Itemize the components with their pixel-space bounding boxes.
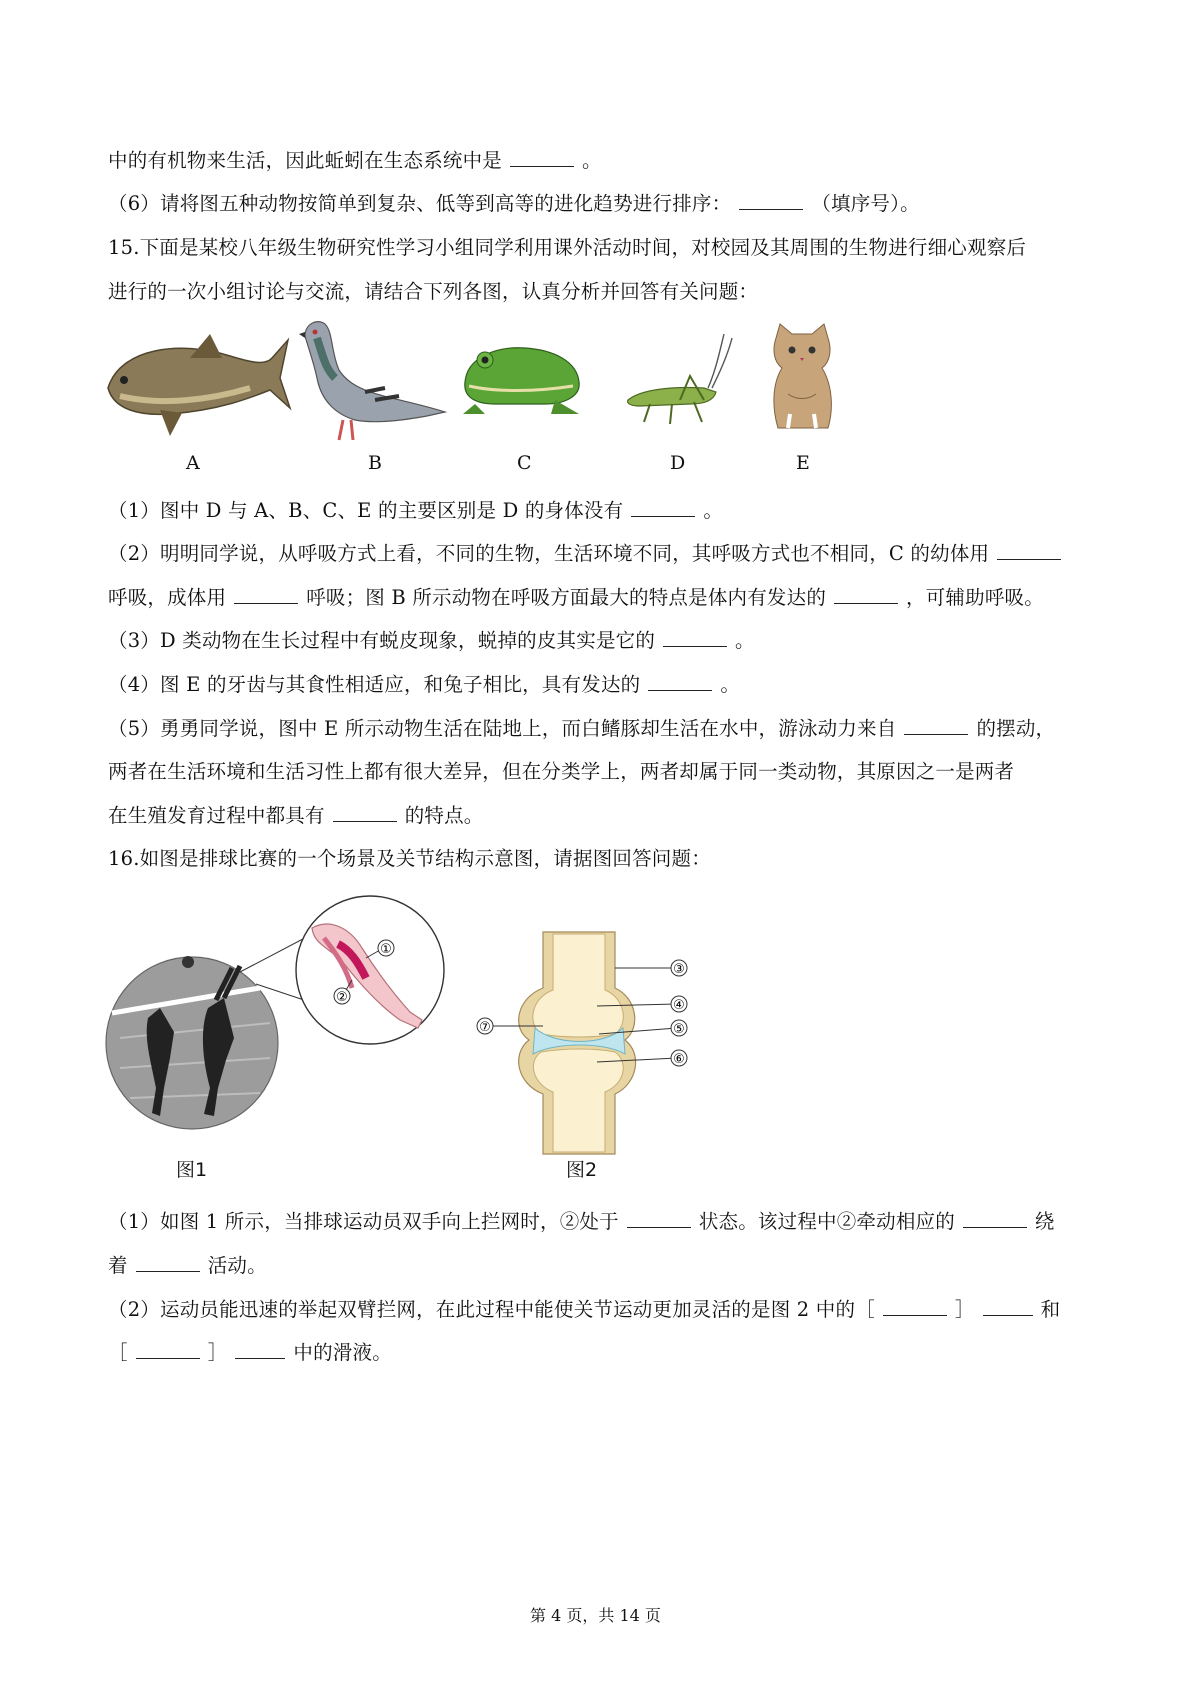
question-16-2-b: ［ ］ 中的滑液。 — [108, 1341, 392, 1364]
marker-3: ③ — [673, 962, 685, 977]
question-15-stem-2: 进行的一次小组讨论与交流，请结合下列各图，认真分析并回答有关问题： — [108, 280, 759, 303]
marker-2: ② — [336, 990, 348, 1005]
animal-a-fish-image — [100, 318, 295, 443]
question-15-stem-1: 15.下面是某校八年级生物研究性学习小组同学利用课外活动时间，对校园及其周围的生物进行细心观察后 — [108, 236, 1027, 259]
answer-blank[interactable] — [648, 689, 712, 691]
answer-blank[interactable] — [883, 1314, 947, 1316]
answer-blank[interactable] — [739, 208, 803, 210]
question-15-1: （1）图中 D 与 A、B、C、E 的主要区别是 D 的身体没有 。 — [108, 499, 724, 522]
answer-blank[interactable] — [997, 558, 1061, 560]
answer-blank[interactable] — [136, 1357, 200, 1359]
question-15-5-a: （5）勇勇同学说，图中 E 所示动物生活在陆地上，而白鳍豚却生活在水中，游泳动力来自 的摆动， — [108, 717, 1056, 740]
figure-1-volleyball-image — [100, 888, 450, 1163]
animal-label-c: C — [517, 452, 532, 474]
marker-6: ⑥ — [673, 1052, 685, 1067]
page-footer: 第 4 页，共 14 页 — [530, 1606, 661, 1625]
figure-1-label: 图1 — [176, 1159, 208, 1181]
animal-label-d: D — [670, 452, 686, 474]
question-16-1-b: 着 活动。 — [108, 1254, 267, 1277]
marker-5: ⑤ — [673, 1022, 685, 1037]
animal-label-a: A — [186, 452, 200, 474]
answer-blank[interactable] — [663, 645, 727, 647]
question-15-4: （4）图 E 的牙齿与其食性相适应，和兔子相比，具有发达的 。 — [108, 673, 741, 696]
animal-label-e: E — [796, 452, 810, 474]
question-16-stem: 16.如图是排球比赛的一个场景及关节结构示意图，请据图回答问题： — [108, 847, 711, 870]
answer-blank[interactable] — [983, 1314, 1033, 1316]
question-14-6: （6）请将图五种动物按简单到复杂、低等到高等的进化趋势进行排序： （填序号）。 — [108, 192, 920, 215]
figure-2-joint-diagram — [465, 928, 695, 1158]
question-16-2-a: （2）运动员能迅速的举起双臂拦网，在此过程中能使关节运动更加灵活的是图 2 中的［ ］ 和 — [108, 1298, 1061, 1321]
answer-blank[interactable] — [963, 1226, 1027, 1228]
answer-blank[interactable] — [235, 1357, 285, 1359]
question-16-1-a: （1）如图 1 所示，当排球运动员双手向上拦网时，②处于 状态。该过程中②牵动相应的 绕 — [108, 1210, 1055, 1233]
question-15-3: （3）D 类动物在生长过程中有蜕皮现象，蜕掉的皮其实是它的 。 — [108, 629, 755, 652]
text-line-1: 中的有机物来生活，因此蚯蚓在生态系统中是 。 — [108, 149, 602, 172]
question-15-5-c: 在生殖发育过程中都具有 的特点。 — [108, 804, 484, 827]
animal-b-pigeon-image — [295, 316, 455, 448]
question-15-5-b: 两者在生活环境和生活习性上都有很大差异，但在分类学上，两者却属于同一类动物，其原因之一是两者 — [108, 760, 1015, 783]
answer-blank[interactable] — [136, 1270, 200, 1272]
figure-2-label: 图2 — [566, 1159, 598, 1181]
answer-blank[interactable] — [631, 515, 695, 517]
animal-e-kitten-image — [766, 322, 838, 434]
question-15-2-a: （2）明明同学说，从呼吸方式上看，不同的生物，生活环境不同，其呼吸方式也不相同，C 的幼体用 — [108, 538, 1069, 566]
answer-blank[interactable] — [834, 602, 898, 604]
answer-blank[interactable] — [333, 820, 397, 822]
animal-d-grasshopper-image — [620, 330, 735, 430]
marker-7: ⑦ — [479, 1020, 491, 1035]
marker-4: ④ — [673, 998, 685, 1013]
question-15-2-b: 呼吸，成体用 呼吸；图 B 所示动物在呼吸方面最大的特点是体内有发达的 ，可辅助呼吸。 — [108, 586, 1044, 609]
answer-blank[interactable] — [627, 1226, 691, 1228]
animal-label-b: B — [368, 452, 382, 474]
answer-blank[interactable] — [234, 602, 298, 604]
answer-blank[interactable] — [510, 165, 574, 167]
animal-c-frog-image — [455, 338, 595, 418]
marker-1: ① — [380, 942, 392, 957]
answer-blank[interactable] — [904, 733, 968, 735]
